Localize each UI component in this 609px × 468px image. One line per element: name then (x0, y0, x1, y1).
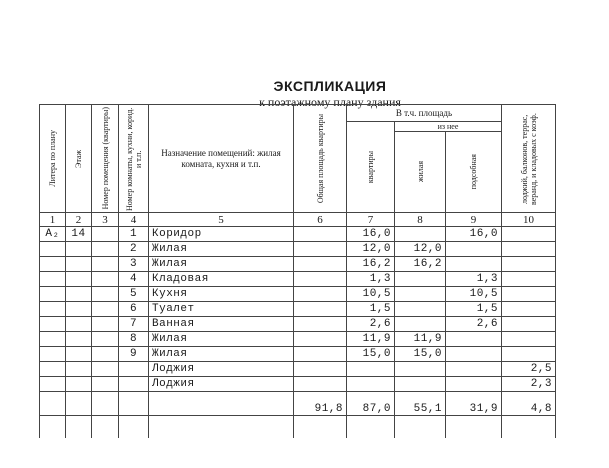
cell-nomer-pom (92, 362, 119, 377)
empty-cell (66, 416, 92, 439)
cell-lodzhii (502, 287, 556, 302)
cell-litera (40, 242, 66, 257)
cell-kvartiry (347, 377, 395, 392)
cell-podsobnaya: 1,5 (446, 302, 502, 317)
table-row (40, 377, 556, 392)
cell-zhilaya (395, 287, 446, 302)
cell-nomer-pom (92, 242, 119, 257)
cell-zhilaya: 11,9 (395, 332, 446, 347)
cell-nomer: 9 (119, 347, 149, 362)
cell-etazh (66, 377, 92, 392)
table-row (40, 272, 556, 287)
empty-cell (294, 416, 347, 439)
cell-nomer-pom (92, 287, 119, 302)
table-row (40, 302, 556, 317)
cell-nomer: 2 (119, 242, 149, 257)
cell-kvartiry: 15,0 (347, 347, 395, 362)
cell-obshaya (294, 242, 347, 257)
cell-name: Жилая (149, 332, 294, 347)
cell-nomer-pom (92, 227, 119, 242)
cell-zhilaya (395, 227, 446, 242)
empty-cell (119, 416, 149, 439)
cell-name: Лоджия (149, 377, 294, 392)
cell-lodzhii (502, 347, 556, 362)
cell-litera (40, 302, 66, 317)
cell-zhilaya (395, 272, 446, 287)
col-number: 1 (40, 213, 66, 227)
cell-name: Кухня (149, 287, 294, 302)
header-kvartiry: квартиры (347, 122, 395, 213)
total-zh: 55,1 (395, 392, 446, 416)
cell-lodzhii (502, 332, 556, 347)
cell-lodzhii (502, 317, 556, 332)
cell-podsobnaya (446, 377, 502, 392)
cell-nomer-pom (92, 302, 119, 317)
empty-cell (149, 416, 294, 439)
empty-cell (40, 416, 66, 439)
cell-kvartiry (347, 362, 395, 377)
cell-nomer: 7 (119, 317, 149, 332)
cell-etazh (66, 347, 92, 362)
cell-etazh (66, 317, 92, 332)
total-kv: 87,0 (347, 392, 395, 416)
col-number: 3 (92, 213, 119, 227)
cell-etazh (66, 362, 92, 377)
cell-nomer: 1 (119, 227, 149, 242)
col-number: 4 (119, 213, 149, 227)
cell-lodzhii (502, 257, 556, 272)
cell-etazh (66, 257, 92, 272)
cell-nomer (119, 377, 149, 392)
cell-nomer: 4 (119, 272, 149, 287)
cell-name: Туалет (149, 302, 294, 317)
cell-litera: А₂ (40, 227, 66, 242)
total-empty (119, 392, 149, 416)
cell-lodzhii (502, 227, 556, 242)
empty-row (40, 416, 556, 439)
cell-podsobnaya (446, 347, 502, 362)
header-lodzhii: лоджий, балконов, террас, веранд, и кладовых с коэф. (502, 105, 556, 213)
cell-name: Кладовая (149, 272, 294, 287)
cell-litera (40, 287, 66, 302)
table-row (40, 227, 556, 242)
column-number-row (40, 213, 556, 227)
header-iz-nee: из нее (395, 122, 502, 132)
cell-nomer-pom (92, 272, 119, 287)
cell-name: Лоджия (149, 362, 294, 377)
cell-podsobnaya: 1,3 (446, 272, 502, 287)
table-row (40, 347, 556, 362)
cell-obshaya (294, 257, 347, 272)
cell-zhilaya: 12,0 (395, 242, 446, 257)
total-obshaya: 91,8 (294, 392, 347, 416)
cell-name: Ванная (149, 317, 294, 332)
cell-obshaya (294, 227, 347, 242)
cell-zhilaya (395, 302, 446, 317)
cell-obshaya (294, 362, 347, 377)
empty-cell (395, 416, 446, 439)
table-row (40, 242, 556, 257)
col-number: 9 (446, 213, 502, 227)
cell-obshaya (294, 272, 347, 287)
cell-etazh (66, 272, 92, 287)
explication-table (39, 104, 556, 438)
cell-nomer: 6 (119, 302, 149, 317)
cell-kvartiry: 12,0 (347, 242, 395, 257)
cell-lodzhii: 2,3 (502, 377, 556, 392)
col-number: 10 (502, 213, 556, 227)
cell-obshaya (294, 377, 347, 392)
col-number: 5 (149, 213, 294, 227)
header-zhilaya: жилая (395, 132, 446, 213)
cell-zhilaya (395, 317, 446, 332)
document-title: ЭКСПЛИКАЦИЯ (273, 78, 387, 94)
total-empty (92, 392, 119, 416)
cell-lodzhii (502, 242, 556, 257)
cell-litera (40, 257, 66, 272)
total-empty (40, 392, 66, 416)
table-row (40, 317, 556, 332)
total-empty (66, 392, 92, 416)
cell-kvartiry: 16,0 (347, 227, 395, 242)
totals-row (40, 392, 556, 416)
cell-obshaya (294, 287, 347, 302)
cell-kvartiry: 16,2 (347, 257, 395, 272)
cell-nomer-pom (92, 332, 119, 347)
cell-nomer (119, 362, 149, 377)
empty-cell (502, 416, 556, 439)
table-row (40, 362, 556, 377)
cell-podsobnaya: 16,0 (446, 227, 502, 242)
table-row (40, 287, 556, 302)
cell-nomer: 5 (119, 287, 149, 302)
cell-kvartiry: 1,3 (347, 272, 395, 287)
cell-kvartiry: 2,6 (347, 317, 395, 332)
cell-zhilaya: 15,0 (395, 347, 446, 362)
col-number: 6 (294, 213, 347, 227)
cell-etazh (66, 242, 92, 257)
cell-zhilaya (395, 377, 446, 392)
header-nomer-pomeshcheniya: Номер помещения (квартиры) (92, 105, 119, 213)
empty-cell (446, 416, 502, 439)
cell-etazh (66, 332, 92, 347)
empty-cell (92, 416, 119, 439)
cell-name: Жилая (149, 347, 294, 362)
cell-name: Коридор (149, 227, 294, 242)
cell-lodzhii (502, 272, 556, 287)
col-number: 2 (66, 213, 92, 227)
table-row (40, 332, 556, 347)
cell-podsobnaya (446, 362, 502, 377)
table-row (40, 257, 556, 272)
header-etazh: Этаж (66, 105, 92, 213)
cell-litera (40, 317, 66, 332)
cell-nomer: 8 (119, 332, 149, 347)
cell-obshaya (294, 347, 347, 362)
total-pod: 31,9 (446, 392, 502, 416)
cell-nomer-pom (92, 347, 119, 362)
cell-lodzhii (502, 302, 556, 317)
cell-lodzhii: 2,5 (502, 362, 556, 377)
cell-zhilaya (395, 362, 446, 377)
cell-nomer-pom (92, 257, 119, 272)
cell-obshaya (294, 332, 347, 347)
header-podsobnaya: подсобная (446, 132, 502, 213)
col-number: 8 (395, 213, 446, 227)
header-naznachenie: Назначение помещений: жилая комната, кухня и т.п. (149, 105, 294, 213)
document-subtitle: к поэтажному плану здания (259, 95, 401, 109)
cell-zhilaya: 16,2 (395, 257, 446, 272)
cell-litera (40, 362, 66, 377)
header-nomer-komnaty: Номер комнаты, кухни, корид. и т.п. (119, 105, 149, 213)
header-v-tch-ploshad: В т.ч. площадь (347, 105, 502, 122)
cell-obshaya (294, 302, 347, 317)
cell-podsobnaya (446, 332, 502, 347)
total-lodz: 4,8 (502, 392, 556, 416)
header-litera: Литера по плану (40, 105, 66, 213)
cell-etazh: 14 (66, 227, 92, 242)
cell-kvartiry: 10,5 (347, 287, 395, 302)
cell-podsobnaya: 10,5 (446, 287, 502, 302)
cell-etazh (66, 302, 92, 317)
cell-etazh (66, 287, 92, 302)
cell-litera (40, 347, 66, 362)
cell-nomer: 3 (119, 257, 149, 272)
header-obshaya-ploshad: Общая площадь квартиры (294, 105, 347, 213)
empty-cell (347, 416, 395, 439)
cell-litera (40, 272, 66, 287)
cell-nomer-pom (92, 317, 119, 332)
col-number: 7 (347, 213, 395, 227)
cell-kvartiry: 1,5 (347, 302, 395, 317)
cell-name: Жилая (149, 242, 294, 257)
cell-podsobnaya (446, 257, 502, 272)
cell-kvartiry: 11,9 (347, 332, 395, 347)
cell-obshaya (294, 317, 347, 332)
cell-name: Жилая (149, 257, 294, 272)
cell-podsobnaya (446, 242, 502, 257)
cell-litera (40, 377, 66, 392)
cell-nomer-pom (92, 377, 119, 392)
cell-litera (40, 332, 66, 347)
total-empty (149, 392, 294, 416)
cell-podsobnaya: 2,6 (446, 317, 502, 332)
